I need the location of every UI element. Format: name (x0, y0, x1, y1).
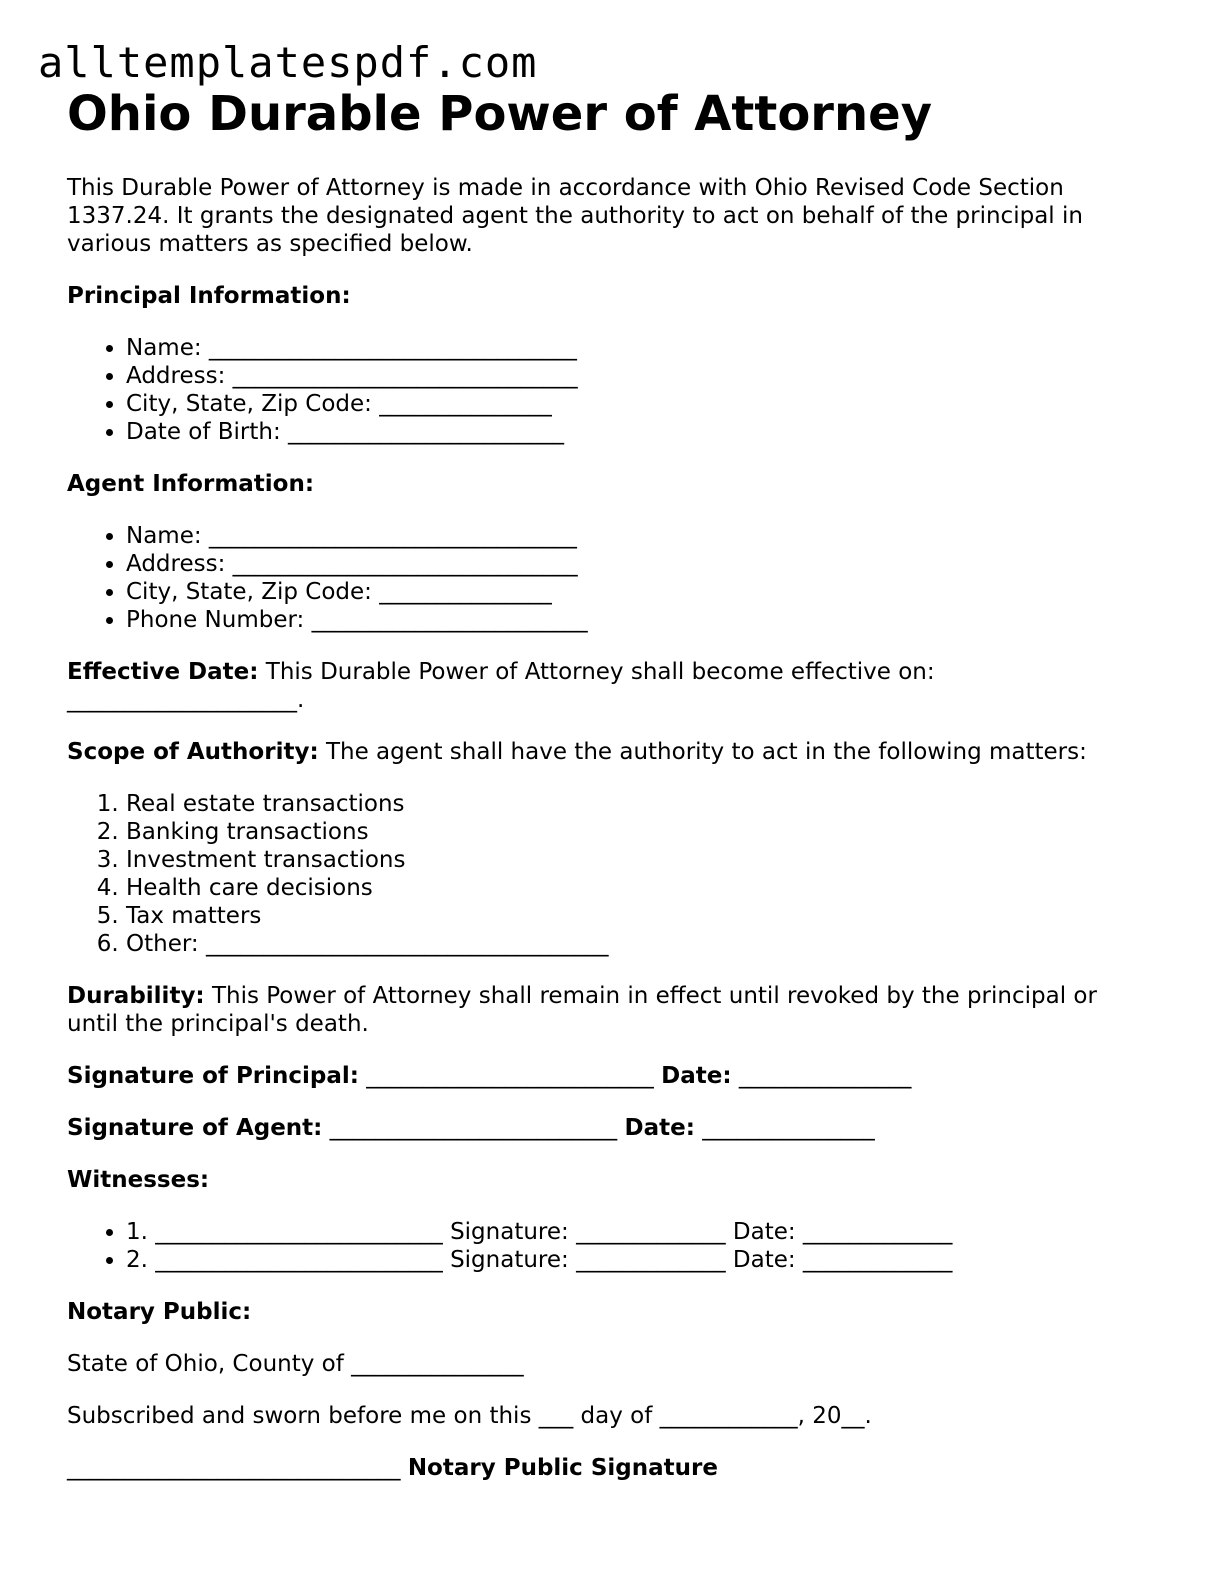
agent-field-list (67, 522, 1147, 634)
effective-date-label: Effective Date: (67, 659, 259, 685)
principal-name-field[interactable]: • Name: ________________________________ (126, 334, 1147, 362)
effective-date-paragraph[interactable] (67, 658, 1147, 714)
agent-phone-field[interactable]: • Phone Number: ________________________ (126, 606, 1147, 634)
principal-field-list (67, 334, 1147, 446)
witness-list (67, 1218, 1147, 1274)
notary-heading: Notary Public: (67, 1299, 252, 1325)
agent-name-field[interactable]: • Name: ________________________________ (126, 522, 1147, 550)
agent-heading: Agent Information: (67, 471, 315, 497)
notary-sworn-line[interactable]: Subscribed and sworn before me on this ___ day of ____________, 20__. (67, 1403, 872, 1429)
notary-signature-blank[interactable]: _____________________________ (67, 1455, 408, 1481)
principal-date-blank[interactable]: _______________ (731, 1063, 912, 1089)
scope-paragraph (67, 738, 1147, 766)
principal-date-label: Date: (661, 1063, 732, 1089)
witnesses-heading: Witnesses: (67, 1167, 210, 1193)
principal-city-field[interactable]: • City, State, Zip Code: _______________ (126, 390, 1147, 418)
scope-item-banking: 2. Banking transactions (126, 818, 1147, 846)
witness-row-1[interactable]: • 1. _________________________ Signature: _____________ Date: _____________ (126, 1218, 1147, 1246)
agent-date-label: Date: (624, 1115, 695, 1141)
scope-text: The agent shall have the authority to act in the following matters: (318, 739, 1087, 765)
agent-signature-label: Signature of Agent: (67, 1115, 323, 1141)
durability-label: Durability: (67, 983, 205, 1009)
notary-signature-line[interactable] (67, 1454, 1147, 1482)
agent-signature-line[interactable] (67, 1114, 1147, 1142)
scope-list (67, 790, 1147, 958)
notary-county-line[interactable]: State of Ohio, County of _______________ (67, 1351, 524, 1377)
agent-date-blank[interactable]: _______________ (694, 1115, 875, 1141)
intro-paragraph: This Durable Power of Attorney is made in accordance with Ohio Revised Code Section 1337.24. It grants the designated agent the authority to act on behalf of the principal in various matters as specified below. (67, 175, 1083, 257)
scope-item-other[interactable]: 6. Other: ___________________________________ (126, 930, 1147, 958)
durability-text: This Power of Attorney shall remain in effect until revoked by the principal or until the principal's death. (67, 983, 1097, 1037)
principal-signature-blank[interactable]: _________________________ (358, 1063, 662, 1089)
scope-item-investment: 3. Investment transactions (126, 846, 1147, 874)
principal-heading: Principal Information: (67, 283, 351, 309)
notary-signature-label: Notary Public Signature (407, 1455, 718, 1481)
watermark: alltemplatespdf.com (38, 38, 538, 87)
agent-signature-blank[interactable]: _________________________ (322, 1115, 625, 1141)
witness-row-2[interactable]: • 2. _________________________ Signature: _____________ Date: _____________ (126, 1246, 1147, 1274)
durability-paragraph (67, 982, 1147, 1038)
scope-item-health-care: 4. Health care decisions (126, 874, 1147, 902)
principal-dob-field[interactable]: • Date of Birth: ________________________ (126, 418, 1147, 446)
agent-city-field[interactable]: • City, State, Zip Code: _______________ (126, 578, 1147, 606)
scope-item-real-estate: 1. Real estate transactions (126, 790, 1147, 818)
document-body (67, 85, 1147, 1482)
principal-signature-label: Signature of Principal: (67, 1063, 359, 1089)
scope-label: Scope of Authority: (67, 739, 319, 765)
principal-signature-line[interactable] (67, 1062, 1147, 1090)
principal-address-field[interactable]: • Address: ______________________________ (126, 362, 1147, 390)
scope-item-tax: 5. Tax matters (126, 902, 1147, 930)
page-title: Ohio Durable Power of Attorney (67, 86, 932, 142)
effective-date-text: This Durable Power of Attorney shall become effective on: ____________________. (67, 659, 935, 713)
agent-address-field[interactable]: • Address: ______________________________ (126, 550, 1147, 578)
